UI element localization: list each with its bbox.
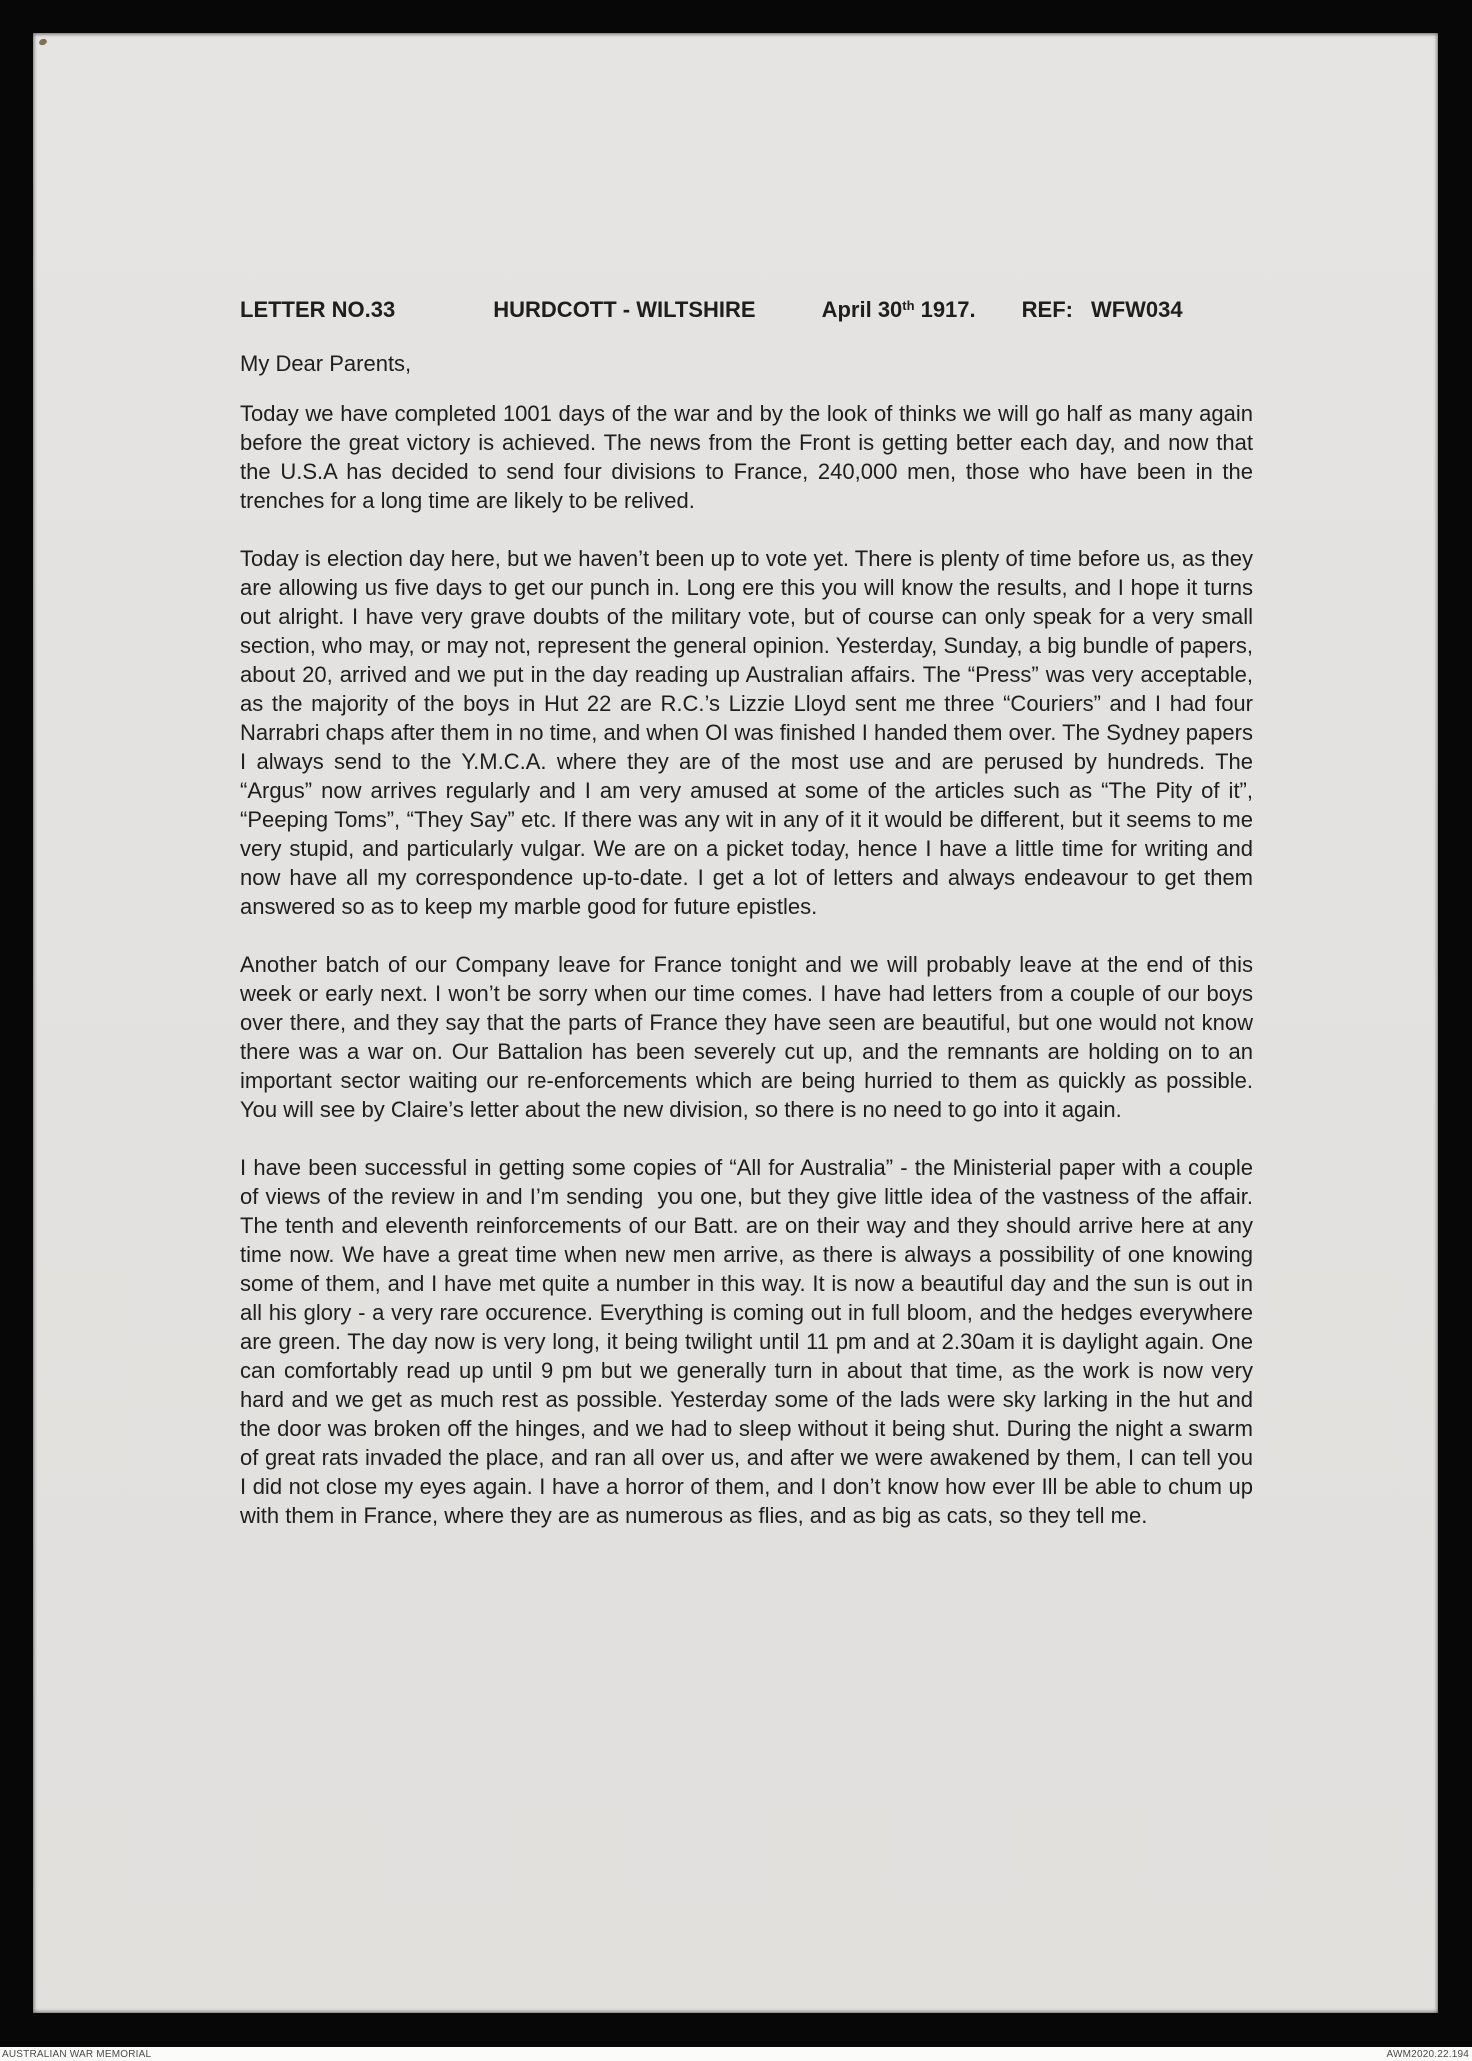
paragraph-1: Today we have completed 1001 days of the war and by the look of thinks we will go half as many again before the great victory is achieved. The news from the Front is getting better each day, and now that the U.S.A has decided to send four divisions to France, 240,000 men, those who have been in the trenches for a long time are likely to be relived. (240, 401, 1253, 513)
letter-date-day: April 30 (821, 297, 903, 322)
letter-ref (1022, 297, 1183, 322)
letter-page (33, 33, 1438, 2013)
letter-number: LETTER NO.33 (240, 297, 396, 322)
archive-reference-id: AWM2020.22.194 (1386, 2048, 1469, 2060)
letter-location: HURDCOTT - WILTSHIRE (493, 297, 756, 322)
archive-footer-bar (0, 2047, 1472, 2061)
paragraph-3: Another batch of our Company leave for France tonight and we will probably leave at the end of this week or early next. I won’t be sorry when our time comes. I have had letters from a couple of our boys over there, and they say that the parts of France they have seen are beautiful, but one would not know there was a war on. Our Battalion has been severely cut up, and the remnants are holding on to an important sector waiting our re-enforcements which are being hurried to them as quickly as possible. You will see by Claire’s letter about the new division, so there is no need to go into it again. (240, 952, 1253, 1122)
letter-date (822, 297, 976, 322)
paragraph-4: I have been successful in getting some copies of “All for Australia” - the Ministerial paper with a couple of views of the review in and I’m sending you one, but they give little idea of the vastness of the affair. The tenth and eleventh reinforcements of our Batt. are on their way and they should arrive here at any time now. We have a great time when new men arrive, as there is always a possibility of one knowing some of them, and I have met quite a number in this way. It is now a beautiful day and the sun is out in all his glory - a very rare occurence. Everything is coming out in full bloom, and the hedges everywhere are green. The day now is very long, it being twilight until 11 pm and at 2.30am it is daylight again. One can comfortably read up until 9 pm but we generally turn in about that time, as the work is now very hard and we get as much rest as possible. Yesterday some of the lads were sky larking in the hut and the door was broken off the hinges, and we had to sleep without it being shut. During the night a swarm of great rats invaded the place, and ran all over us, and after we were awakened by them, I can tell you I did not close my eyes again. I have a horror of them, and I don’t know how ever Ill be able to chum up with them in France, where they are as numerous as flies, and as big as cats, so they tell me. (240, 1155, 1253, 1528)
letter-date-ordinal: th (902, 298, 915, 313)
letter-body (240, 295, 1253, 1530)
letter-ref-value: WFW034 (1090, 297, 1183, 322)
letter-ref-label: REF: (1021, 297, 1073, 322)
letter-header (240, 295, 1253, 324)
salutation: My Dear Parents, (240, 351, 412, 376)
letter-date-year: 1917. (920, 297, 976, 322)
paper-speck (38, 38, 48, 46)
archive-institution-label: AUSTRALIAN WAR MEMORIAL (2, 2048, 152, 2060)
paragraph-2: Today is election day here, but we haven’t been up to vote yet. There is plenty of time before us, as they are allowing us five days to get our punch in. Long ere this you will know the results, and I hope it turns out alright. I have very grave doubts of the military vote, but of course can only speak for a very small section, who may, or may not, represent the general opinion. Yesterday, Sunday, a big bundle of papers, about 20, arrived and we put in the day reading up Australian affairs. The “Press” was very acceptable, as the majority of the boys in Hut 22 are R.C.’s Lizzie Lloyd sent me three “Couriers” and I had four Narrabri chaps after them in no time, and when OI was finished I handed them over. The Sydney papers I always send to the Y.M.C.A. where they are of the most use and are perused by hundreds. The “Argus” now arrives regularly and I am very amused at some of the articles such as “The Pity of it”, “Peeping Toms”, “They Say” etc. If there was any wit in any of it it would be different, but it seems to me very stupid, and particularly vulgar. We are on a picket today, hence I have a little time for writing and now have all my correspondence up-to-date. I get a lot of letters and always endeavour to get them answered so as to keep my marble good for future epistles. (240, 546, 1253, 919)
